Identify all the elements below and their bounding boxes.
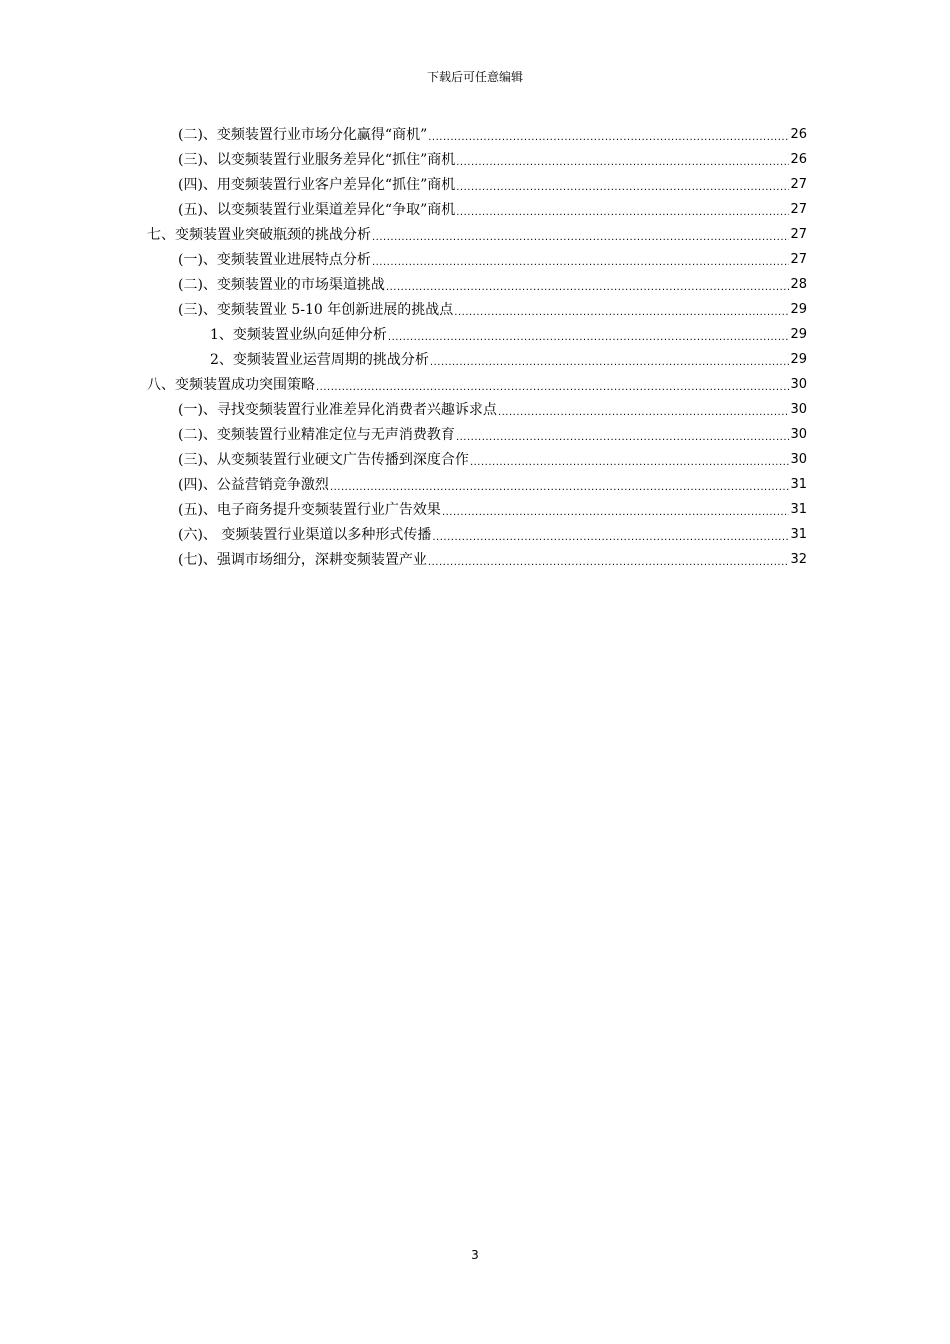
toc-entry-page: 27 — [790, 227, 807, 242]
toc-entry-page: 30 — [790, 402, 807, 417]
toc-entry-title: (一)、变频装置业进展特点分析 — [178, 252, 371, 268]
toc-entry[interactable] — [147, 225, 807, 245]
toc-entry[interactable] — [178, 425, 807, 445]
toc-entry-page: 32 — [790, 552, 807, 567]
toc-leader-dots — [372, 256, 790, 270]
toc-entry[interactable] — [178, 125, 807, 145]
toc-entry-title: 2、变频装置业运营周期的挑战分析 — [210, 352, 429, 368]
toc-entry[interactable] — [178, 525, 807, 545]
toc-entry-title: 1、变频装置业纵向延伸分析 — [210, 327, 387, 343]
toc-entry-page: 28 — [790, 277, 807, 292]
toc-entry[interactable] — [147, 375, 807, 395]
toc-leader-dots — [388, 331, 790, 345]
toc-leader-dots — [316, 381, 789, 395]
toc-entry-page: 30 — [790, 452, 807, 467]
toc-leader-dots — [372, 231, 789, 245]
toc-entry[interactable] — [178, 500, 807, 520]
toc-leader-dots — [456, 431, 790, 445]
toc-entry[interactable] — [178, 150, 807, 170]
toc-entry-title: (二)、变频装置行业精准定位与无声消费教育 — [178, 427, 455, 443]
toc-leader-dots — [442, 506, 790, 520]
toc-entry[interactable] — [210, 350, 807, 370]
toc-entry[interactable] — [178, 175, 807, 195]
toc-entry-page: 27 — [790, 177, 807, 192]
toc-entry-page: 27 — [790, 202, 807, 217]
toc-entry-title: (三)、以变频装置行业服务差异化“抓住”商机 — [178, 152, 456, 168]
toc-leader-dots — [470, 456, 790, 470]
toc-entry-page: 29 — [790, 352, 807, 367]
toc-entry[interactable] — [178, 475, 807, 495]
toc-leader-dots — [456, 156, 789, 170]
toc-entry-title: (三)、变频装置业 5-10 年创新进展的挑战点 — [178, 302, 454, 318]
toc-entry-page: 31 — [790, 527, 807, 542]
toc-entry-page: 30 — [790, 427, 807, 442]
toc-leader-dots — [428, 131, 789, 145]
toc-leader-dots — [454, 306, 789, 320]
toc-entry[interactable] — [178, 550, 807, 570]
toc-entry[interactable] — [178, 275, 807, 295]
toc-entry[interactable] — [178, 450, 807, 470]
toc-entry-title: (四)、公益营销竞争激烈 — [178, 477, 329, 493]
toc-entry-page: 29 — [790, 302, 807, 317]
toc-entry[interactable] — [210, 325, 807, 345]
toc-entry[interactable] — [178, 200, 807, 220]
toc-entry-title: (七)、强调市场细分，深耕变频装置产业 — [178, 552, 427, 568]
toc-entry-title: (四)、用变频装置行业客户差异化“抓住”商机 — [178, 177, 456, 193]
toc-entry-title: 七、变频装置业突破瓶颈的挑战分析 — [147, 227, 371, 243]
toc-leader-dots — [456, 206, 789, 220]
toc-leader-dots — [432, 531, 789, 545]
toc-entry-title: 八、变频装置成功突围策略 — [147, 377, 315, 393]
toc-entry-page: 29 — [790, 327, 807, 342]
toc-leader-dots — [330, 481, 790, 495]
toc-entry-title: (五)、电子商务提升变频装置行业广告效果 — [178, 502, 441, 518]
page-number: 3 — [471, 1248, 479, 1262]
toc-entry-title: (二)、变频装置行业市场分化赢得“商机” — [178, 127, 428, 143]
toc-leader-dots — [428, 556, 790, 570]
toc-leader-dots — [456, 181, 789, 195]
toc-entry-page: 30 — [790, 377, 807, 392]
toc-entry-page: 31 — [790, 502, 807, 517]
toc-entry[interactable] — [178, 250, 807, 270]
toc-leader-dots — [386, 281, 790, 295]
toc-entry-title: (三)、从变频装置行业硬文广告传播到深度合作 — [178, 452, 469, 468]
toc-entry-title: (六)、 变频装置行业渠道以多种形式传播 — [178, 527, 432, 543]
toc-leader-dots — [498, 406, 790, 420]
toc-entry-page: 27 — [790, 252, 807, 267]
toc-entry[interactable] — [178, 400, 807, 420]
toc-entry-title: (一)、寻找变频装置行业准差异化消费者兴趣诉求点 — [178, 402, 497, 418]
toc-entry-title: (五)、以变频装置行业渠道差异化“争取”商机 — [178, 202, 456, 218]
toc-entry-page: 31 — [790, 477, 807, 492]
page-header: 下载后可任意编辑 — [426, 70, 523, 84]
toc-entry-page: 26 — [790, 152, 807, 167]
toc-entry-title: (二)、变频装置业的市场渠道挑战 — [178, 277, 385, 293]
toc-entry-page: 26 — [790, 127, 807, 142]
toc-entry[interactable] — [178, 300, 807, 320]
toc-leader-dots — [430, 356, 790, 370]
